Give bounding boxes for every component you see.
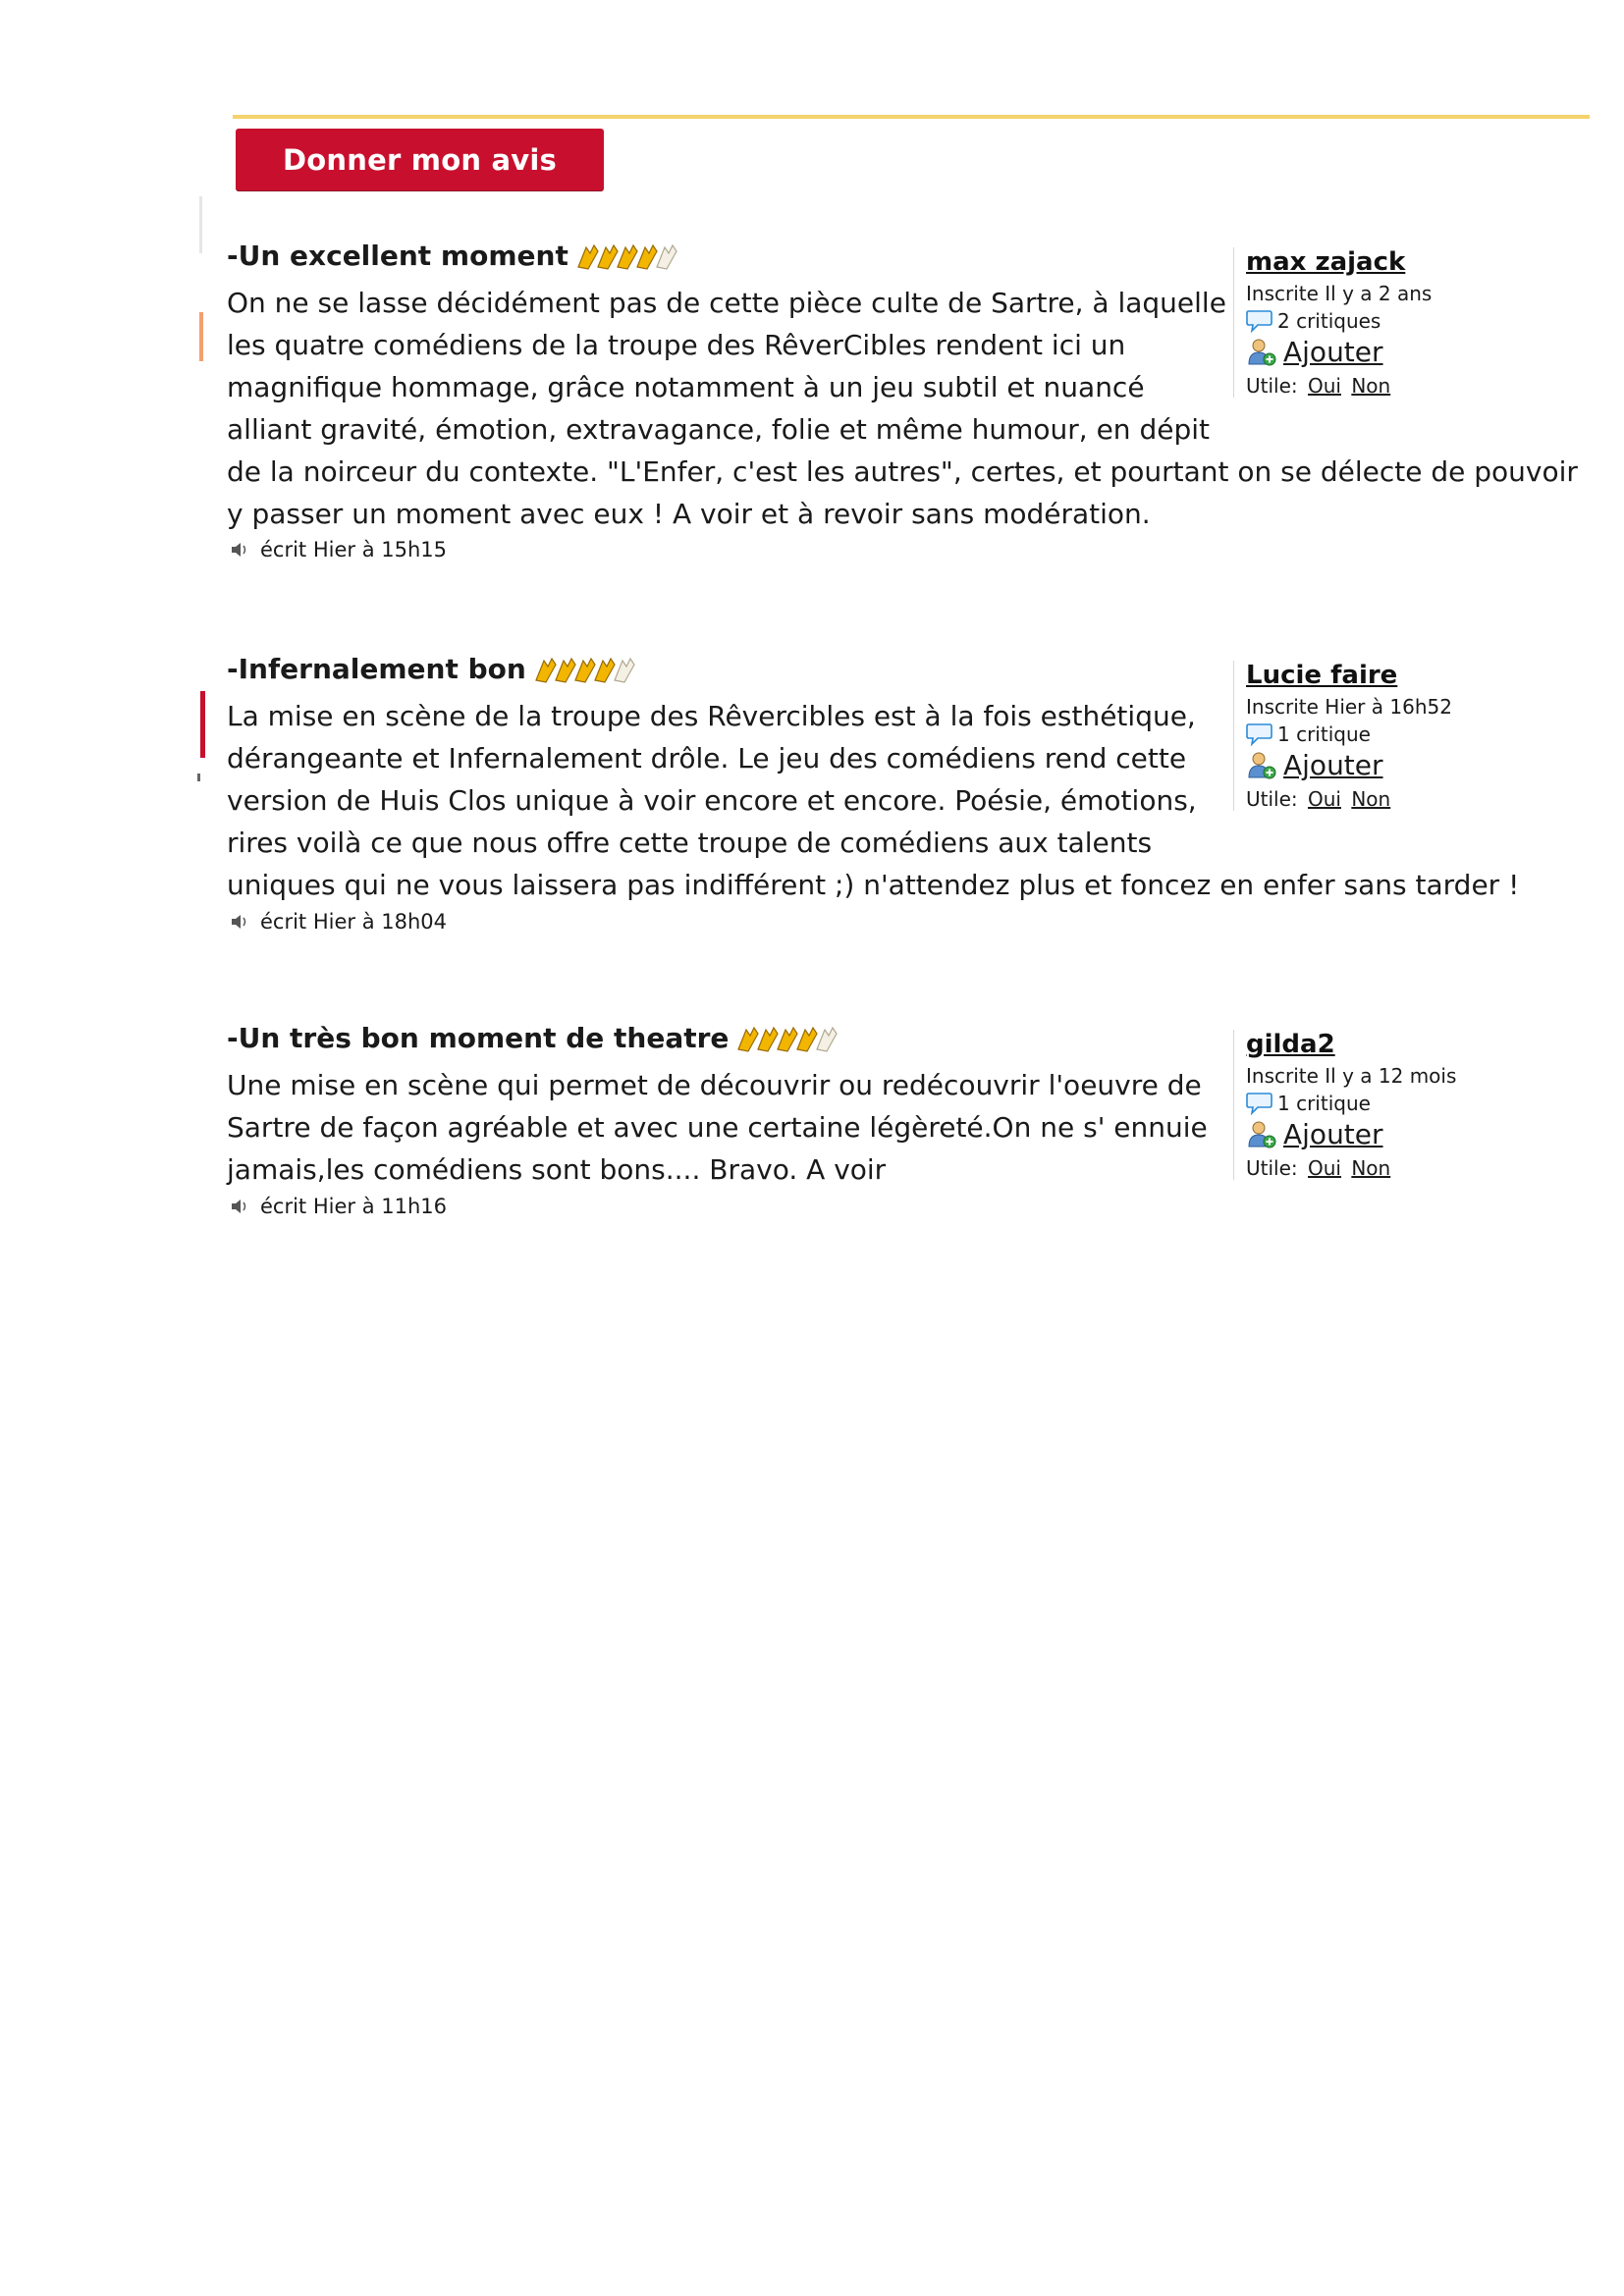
user-box xyxy=(1233,661,1491,811)
review-text-line: alliant gravité, émotion, extravagance, folie et même humour, en dépit xyxy=(227,413,1210,446)
useful-vote xyxy=(1246,787,1491,811)
review-text-line: La mise en scène de la troupe des Rêvercibles est à la fois esthétique, xyxy=(227,700,1196,732)
add-user-label: Ajouter xyxy=(1283,1118,1383,1150)
review-text-line: magnifique hommage, grâce notamment à un jeu subtil et nuancé xyxy=(227,371,1145,403)
useful-no-link[interactable]: Non xyxy=(1351,787,1391,811)
add-user-icon xyxy=(1246,750,1277,781)
add-user-label: Ajouter xyxy=(1283,336,1383,368)
user-name-link[interactable]: max zajack xyxy=(1246,247,1406,277)
user-registered: Inscrite Il y a 12 mois xyxy=(1246,1064,1457,1088)
speaker-icon[interactable] xyxy=(231,914,250,930)
side-mark-grey xyxy=(199,196,202,253)
review-text-line: dérangeante et Infernalement drôle. Le jeu des comédiens rend cette xyxy=(227,742,1187,774)
review-text-line: de la noirceur du contexte. "L'Enfer, c'est les autres", certes, et pourtant on se délecte de pouvoir xyxy=(227,455,1578,488)
review-title xyxy=(227,1022,846,1054)
review-text-line: Une mise en scène qui permet de découvrir ou redécouvrir l'oeuvre de xyxy=(227,1069,1202,1101)
user-box xyxy=(1233,247,1491,398)
user-name-link[interactable]: gilda2 xyxy=(1246,1030,1335,1059)
comment-bubble-icon xyxy=(1246,721,1273,747)
user-box xyxy=(1233,1030,1491,1180)
side-mark-red xyxy=(200,691,205,758)
side-mark-orange xyxy=(199,312,203,361)
useful-yes-link[interactable]: Oui xyxy=(1308,1156,1341,1180)
review-text xyxy=(227,1064,1208,1191)
useful-yes-link[interactable]: Oui xyxy=(1308,787,1341,811)
useful-yes-link[interactable]: Oui xyxy=(1308,374,1341,398)
user-critiques[interactable] xyxy=(1246,721,1491,747)
user-name-link[interactable]: Lucie faire xyxy=(1246,661,1398,690)
star-rating-icon xyxy=(736,1024,846,1053)
comment-bubble-icon xyxy=(1246,1091,1273,1116)
review-text-line: uniques qui ne vous laissera pas indifférent ;) n'attendez plus et foncez en enfer sans tarder ! xyxy=(227,869,1520,901)
review-meta xyxy=(231,910,447,934)
review-item xyxy=(227,1022,1582,1248)
review-title-text: -Un très bon moment de theatre xyxy=(227,1022,730,1054)
review-item xyxy=(227,240,1582,573)
top-divider xyxy=(233,115,1590,119)
review-text-line: rires voilà ce que nous offre cette troupe de comédiens aux talents xyxy=(227,827,1153,859)
useful-label: Utile: xyxy=(1246,787,1298,811)
review-title-text: -Un excellent moment xyxy=(227,240,568,272)
add-user-icon xyxy=(1246,1119,1277,1150)
user-registered: Inscrite Il y a 2 ans xyxy=(1246,282,1433,305)
add-user-label: Ajouter xyxy=(1283,749,1383,781)
add-user-button[interactable] xyxy=(1246,749,1491,781)
useful-no-link[interactable]: Non xyxy=(1351,1156,1391,1180)
speaker-icon[interactable] xyxy=(231,542,250,558)
useful-label: Utile: xyxy=(1246,1156,1298,1180)
review-meta xyxy=(231,538,447,561)
user-critiques-count: 1 critique xyxy=(1277,722,1371,746)
useful-label: Utile: xyxy=(1246,374,1298,398)
review-date: écrit Hier à 18h04 xyxy=(260,910,447,934)
review-date: écrit Hier à 15h15 xyxy=(260,538,447,561)
useful-vote xyxy=(1246,1156,1491,1180)
review-title xyxy=(227,240,686,272)
review-meta xyxy=(231,1195,447,1218)
review-text-line: jamais,les comédiens sont bons.... Bravo. A voir xyxy=(227,1153,887,1186)
add-user-icon xyxy=(1246,337,1277,368)
add-user-button[interactable] xyxy=(1246,1118,1491,1150)
side-mark-dot xyxy=(197,774,200,781)
review-text-line: y passer un moment avec eux ! A voir et à revoir sans modération. xyxy=(227,498,1151,530)
give-opinion-button[interactable]: Donner mon avis xyxy=(236,129,604,190)
review-text-line: les quatre comédiens de la troupe des RêverCibles rendent ici un xyxy=(227,329,1126,361)
user-registered: Inscrite Hier à 16h52 xyxy=(1246,695,1452,719)
comment-bubble-icon xyxy=(1246,308,1273,334)
speaker-icon[interactable] xyxy=(231,1199,250,1214)
review-title-text: -Infernalement bon xyxy=(227,653,526,685)
review-item xyxy=(227,653,1582,947)
star-rating-icon xyxy=(534,655,644,684)
review-text-line: Sartre de façon agréable et avec une certaine légèreté.On ne s' ennuie xyxy=(227,1111,1208,1144)
user-critiques[interactable] xyxy=(1246,308,1491,334)
review-text-line: version de Huis Clos unique à voir encore et encore. Poésie, émotions, xyxy=(227,784,1197,817)
user-critiques-count: 2 critiques xyxy=(1277,309,1381,333)
user-critiques[interactable] xyxy=(1246,1091,1491,1116)
review-date: écrit Hier à 11h16 xyxy=(260,1195,447,1218)
useful-no-link[interactable]: Non xyxy=(1351,374,1391,398)
add-user-button[interactable] xyxy=(1246,336,1491,368)
review-text-line: On ne se lasse décidément pas de cette pièce culte de Sartre, à laquelle xyxy=(227,287,1226,319)
review-title xyxy=(227,653,644,685)
star-rating-icon xyxy=(576,241,686,271)
user-critiques-count: 1 critique xyxy=(1277,1092,1371,1115)
useful-vote xyxy=(1246,374,1491,398)
